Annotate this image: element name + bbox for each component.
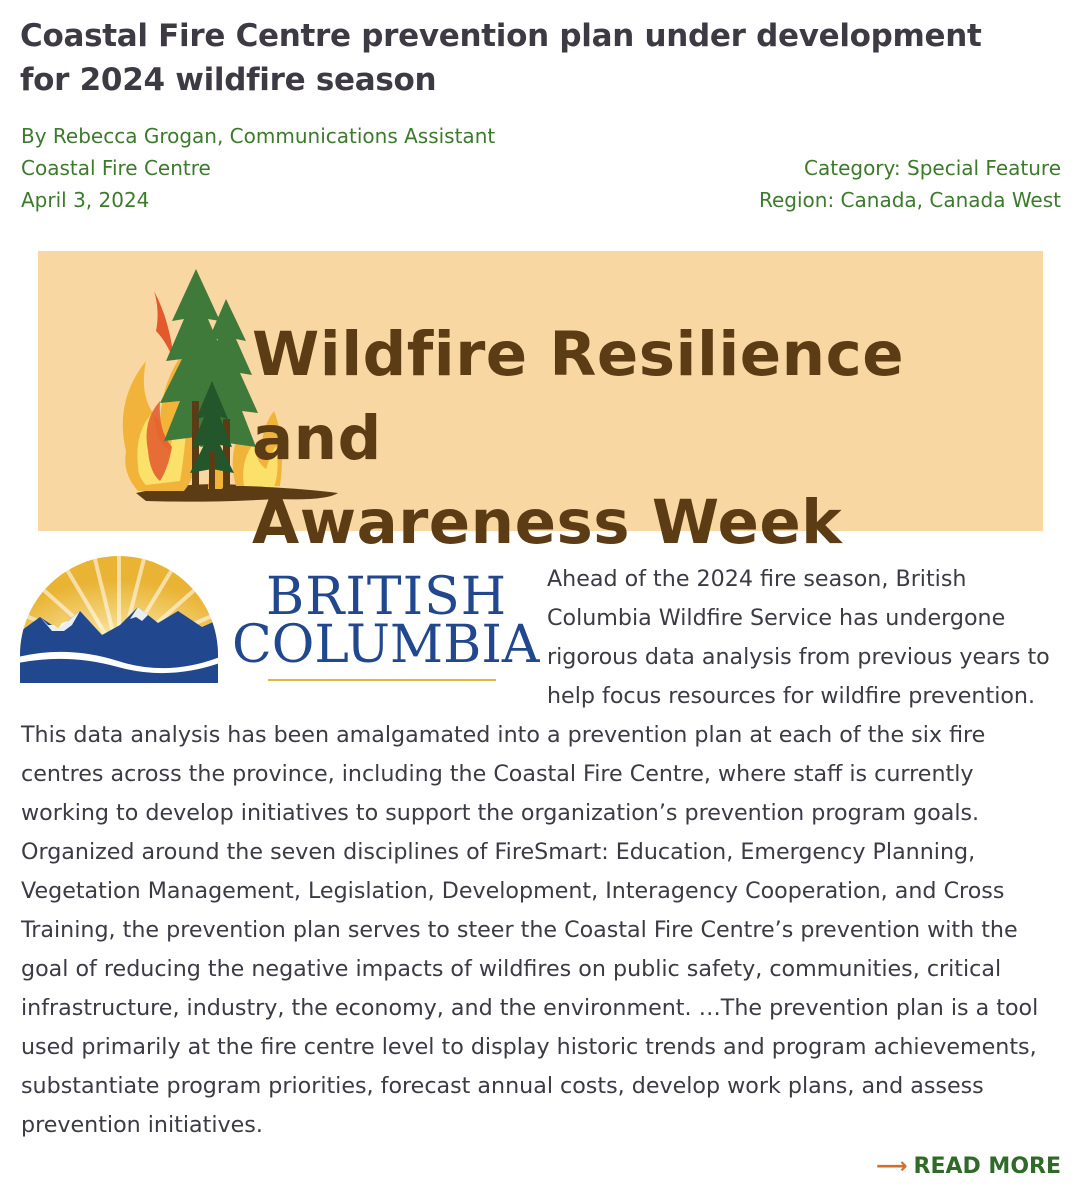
organization: Coastal Fire Centre <box>21 156 211 180</box>
article-body-text: Ahead of the 2024 fire season, British Columbia Wildfire Service has undergone rigorous data analysis from previous years to help focus resources for wildfire prevention. This data analysis has been amalgamated into a prevention plan at each of the six fire centres across the province, including the Coastal Fire Centre, where staff is currently working to develop initiatives to support the organization’s prevention program goals. Organized around the seven disciplines of FireSmart: Education, Emergency Planning, Vegetation Management, Legislation, Development, Interagency Cooperation, and Cross Training, the prevention plan serves to steer the Coastal Fire Centre’s prevention with the goal of reducing the negative impacts of wildfires on public safety, communities, critical infrastructure, industry, the economy, and the environment. …The prevention plan is a tool used primarily at the fire centre level to display historic trends and program achievements, substantiate program priorities, forecast annual costs, develop work plans, and assess prevention initiatives. <box>21 566 1050 1138</box>
read-more-link[interactable] <box>876 1154 1061 1179</box>
read-more-label: READ MORE <box>913 1154 1061 1179</box>
category: Category: Special Feature <box>804 156 1061 180</box>
article-title: Coastal Fire Centre prevention plan under development for 2024 wildfire season <box>20 18 982 98</box>
logo-float-spacer <box>21 560 547 714</box>
logo-word-columbia: COLUMBIA <box>232 615 540 675</box>
region: Region: Canada, Canada West <box>758 188 1061 212</box>
banner-title-line2: Awareness Week <box>252 487 843 558</box>
arrow-right-icon: ⟶ <box>875 1154 908 1179</box>
logo-word-british: BRITISH <box>266 567 508 627</box>
byline: By Rebecca Grogan, Communications Assistant <box>21 124 496 148</box>
article-meta-right <box>759 152 1061 216</box>
article-meta-left <box>21 120 495 216</box>
banner-title-line1: Wildfire Resilience and <box>252 319 905 474</box>
wildfire-week-banner <box>38 251 1043 558</box>
banner-title <box>252 313 1032 565</box>
publish-date: April 3, 2024 <box>21 188 150 212</box>
article-body <box>21 560 1065 1145</box>
